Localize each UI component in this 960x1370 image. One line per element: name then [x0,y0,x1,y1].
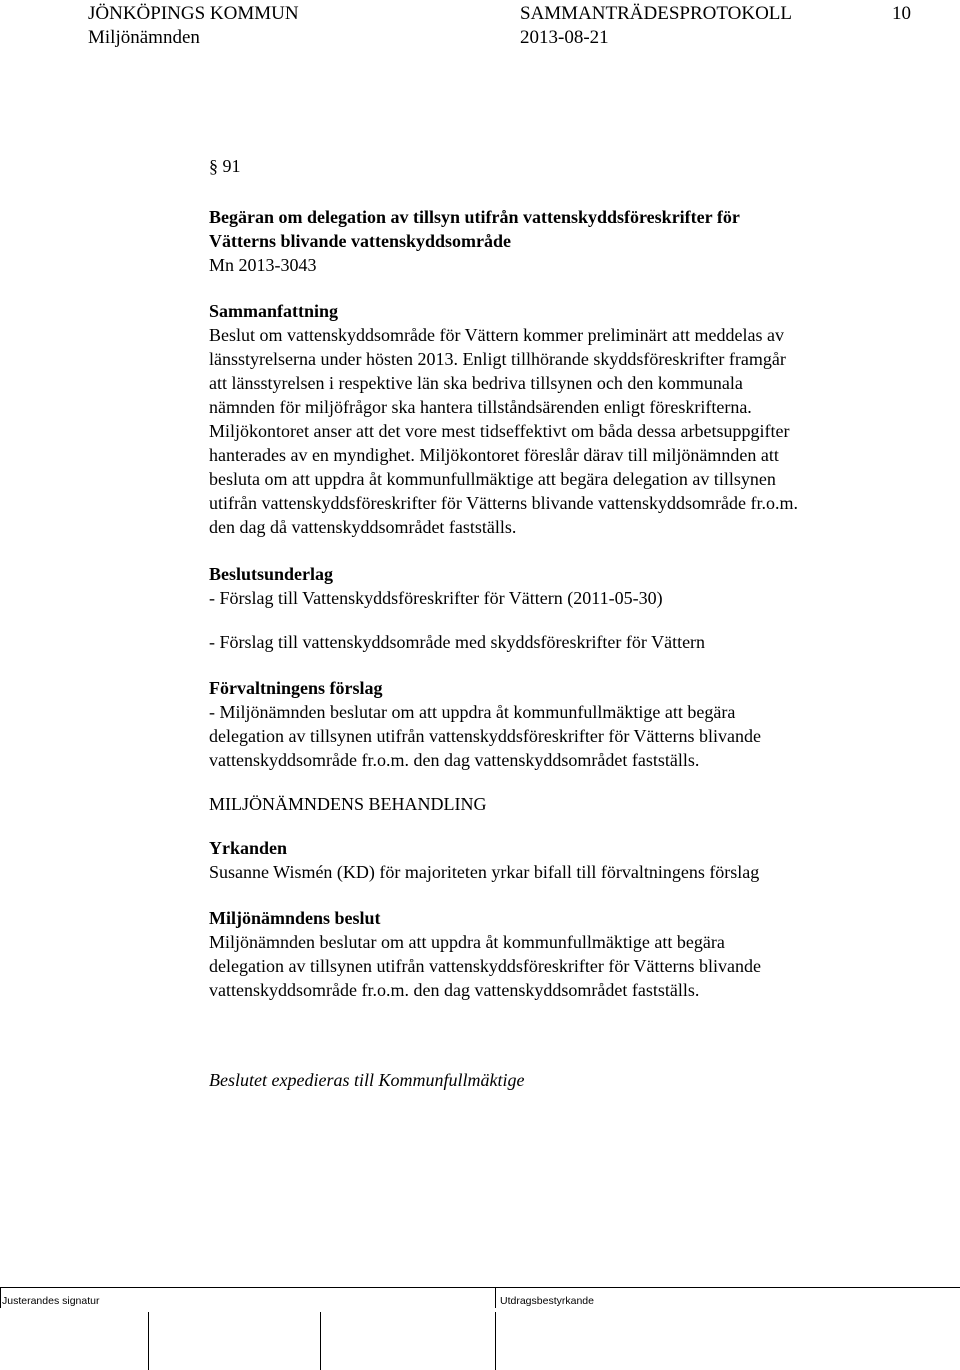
proposal-line: - Miljönämnden beslutar om att uppdra åt kommunfullmäktige att begära [209,702,736,722]
meeting-date: 2013-08-21 [520,27,609,48]
footer-divider-tick [0,1287,1,1308]
case-number: Mn 2013-3043 [209,255,317,275]
decision-heading: Miljönämndens beslut [209,908,381,928]
signature-box-divider [320,1312,321,1370]
org-name: JÖNKÖPINGS KOMMUN [88,3,299,24]
decision-line: vattenskyddsområde fr.o.m. den dag vattenskyddsområdet fastställs. [209,980,700,1000]
summary-line: länsstyrelserna under hösten 2013. Enligt tillhörande skyddsföreskrifter framgår [209,349,786,369]
footer-divider [0,1287,960,1288]
decision-line: Miljönämnden beslutar om att uppdra åt kommunfullmäktige att begära [209,932,725,952]
summary-line: Beslut om vattenskyddsområde för Vättern kommer preliminärt att meddelas av [209,325,785,345]
signature-box-divider [495,1312,496,1370]
summary-line: nämnden för miljöfrågor ska hantera tillståndsärenden enligt föreskrifterna. [209,397,752,417]
basis-item: - Förslag till Vattenskyddsföreskrifter för Vättern (2011-05-30) [209,588,663,608]
document-type: SAMMANTRÄDESPROTOKOLL [520,3,793,24]
footer-divider-tick [495,1287,496,1308]
summary-line: besluta om att uppdra åt kommunfullmäktige att begära delegation av tillsynen [209,469,776,489]
signature-box-divider [148,1312,149,1370]
proposal-line: vattenskyddsområde fr.o.m. den dag vattenskyddsområdet fastställs. [209,750,700,770]
section-title-line-1: Begäran om delegation av tillsyn utifrån vattenskyddsföreskrifter för [209,207,740,227]
summary-line: hanterades av en myndighet. Miljökontoret föreslår därav till miljönämnden att [209,445,779,465]
basis-heading: Beslutsunderlag [209,564,334,584]
treatment-heading: MILJÖNÄMNDENS BEHANDLING [209,794,487,814]
signature-label: Justerandes signatur [2,1295,100,1307]
motions-heading: Yrkanden [209,838,288,858]
summary-line: utifrån vattenskyddsföreskrifter för Vätterns blivande vattenskyddsområde fr.o.m. [209,493,799,513]
committee-name: Miljönämnden [88,27,200,48]
summary-line: att länsstyrelsen i respektive län ska bedriva tillsynen och den kommunala [209,373,743,393]
basis-item: - Förslag till vattenskyddsområde med skyddsföreskrifter för Vättern [209,632,706,652]
summary-line: den dag då vattenskyddsområdet fastställs. [209,517,517,537]
section-title-line-2: Vätterns blivande vattenskyddsområde [209,231,512,251]
proposal-line: delegation av tillsynen utifrån vattenskyddsföreskrifter för Vätterns blivande [209,726,762,746]
extract-label: Utdragsbestyrkande [500,1295,594,1307]
proposal-heading: Förvaltningens förslag [209,678,383,698]
section-number: § 91 [209,156,241,176]
page-number: 10 [892,3,911,24]
decision-line: delegation av tillsynen utifrån vattenskyddsföreskrifter för Vätterns blivande [209,956,762,976]
dispatch-note: Beslutet expedieras till Kommunfullmäktige [209,1070,525,1090]
motions-text: Susanne Wismén (KD) för majoriteten yrkar bifall till förvaltningens förslag [209,862,760,882]
summary-line: Miljökontoret anser att det vore mest tidseffektivt om båda dessa arbetsuppgifter [209,421,790,441]
summary-heading: Sammanfattning [209,301,339,321]
